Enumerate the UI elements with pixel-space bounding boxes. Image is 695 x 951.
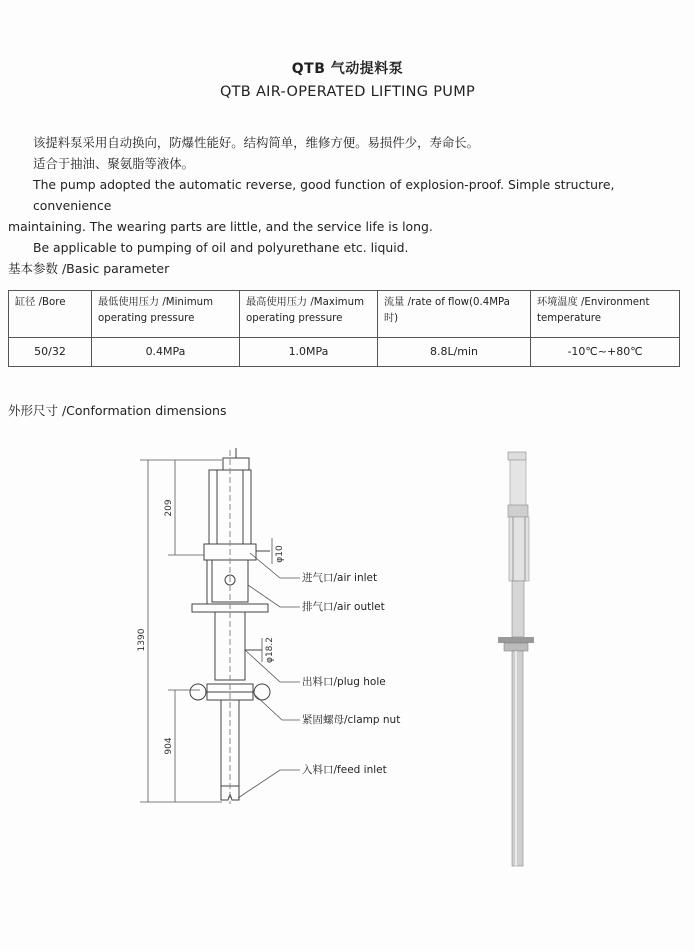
dim-dia-inlet: φ10 <box>275 545 285 563</box>
label-air-outlet: 排气口/air outlet <box>302 601 385 613</box>
pump-photo <box>498 452 534 866</box>
dimension-lines <box>140 460 272 802</box>
basic-param-heading: 基本参数 /Basic parameter <box>8 261 170 276</box>
table-header-cell: 最低使用压力 /Minimum operating pressure <box>92 291 240 338</box>
leader-lines <box>238 553 300 798</box>
table-cell-bore: 50/32 <box>9 338 92 367</box>
table-header-row <box>9 291 680 338</box>
table-header-cell: 流量 /rate of flow(0.4MPa时) <box>378 291 531 338</box>
label-feed-inlet: 入料口/feed inlet <box>302 764 387 776</box>
conformation-heading: 外形尺寸 /Conformation dimensions <box>8 403 227 418</box>
intro-text <box>8 132 688 258</box>
table-cell-flow: 8.8L/min <box>378 338 531 367</box>
part-labels <box>302 571 400 776</box>
table-header-cell: 环境温度 /Environment temperature <box>531 291 680 338</box>
pump-drawing <box>0 430 695 951</box>
pump-schematic <box>190 448 270 804</box>
table-cell-temperature: -10℃~+80℃ <box>531 338 680 367</box>
dim-lower: 904 <box>164 737 174 755</box>
intro-en-line3: Be applicable to pumping of oil and polyurethane etc. liquid. <box>33 240 409 255</box>
param-table <box>8 290 680 367</box>
intro-en-line1: The pump adopted the automatic reverse, good function of explosion-proof. Simple structure, convenience <box>33 177 615 213</box>
label-plug-hole: 出料口/plug hole <box>302 676 386 688</box>
table-cell-min-pressure: 0.4MPa <box>92 338 240 367</box>
dim-dia-plug: φ18.2 <box>265 637 275 663</box>
title-en: QTB AIR-OPERATED LIFTING PUMP <box>219 84 476 100</box>
label-clamp-nut: 紧固螺母/clamp nut <box>302 714 401 726</box>
table-header-cell: 最高使用压力 /Maximum operating pressure <box>240 291 378 338</box>
dim-upper: 209 <box>164 499 174 517</box>
intro-cn-line1: 该提料泵采用自动换向，防爆性能好。结构简单，维修方便。易损件少，寿命长。 <box>33 135 480 150</box>
title-cn: QTB 气动提料泵 <box>291 61 404 77</box>
table-row <box>9 338 680 367</box>
intro-en-line2: maintaining. The wearing parts are little, and the service life is long. <box>8 219 433 234</box>
dimension-labels <box>137 499 285 754</box>
table-header-cell: 缸径 /Bore <box>9 291 92 338</box>
intro-cn-line2: 适合于抽油、聚氨脂等液体。 <box>33 156 195 171</box>
table-cell-max-pressure: 1.0MPa <box>240 338 378 367</box>
label-air-inlet: 进气口/air inlet <box>302 572 378 584</box>
dim-total: 1390 <box>137 628 147 652</box>
